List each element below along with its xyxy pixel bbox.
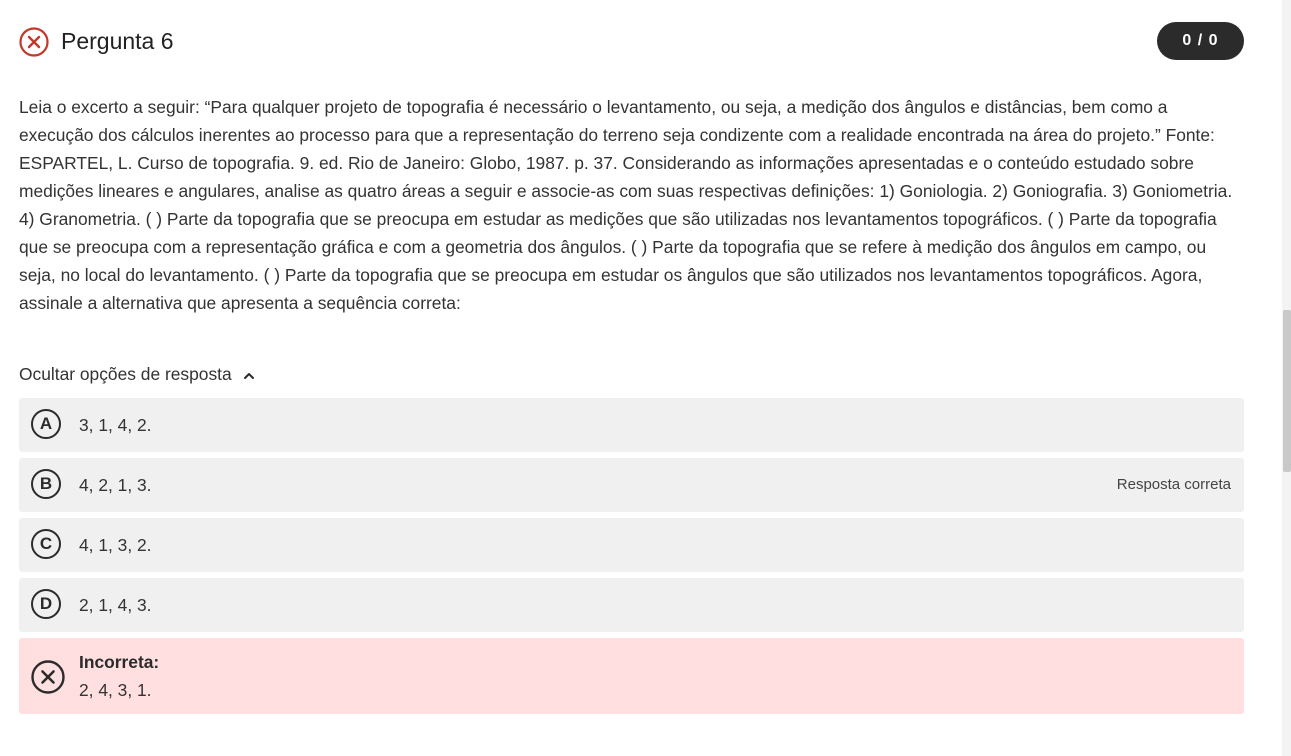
option-letter: A: [31, 409, 61, 439]
option-text: 4, 2, 1, 3.: [79, 475, 152, 495]
option-letter: B: [31, 469, 61, 499]
option-letter: D: [31, 589, 61, 619]
chevron-up-icon: [243, 362, 255, 388]
question-text: Leia o excerto a seguir: “Para qualquer projeto de topografia é necessário o levantamento, ou seja, a medição dos ângulos e distâncias, bem como a execução dos cálculos inerentes ao processo para que a representação do terreno seja condizente com a realidade encontrada na área do projeto.” Fonte: ESPARTEL, L. Curso de topografia. 9. ed. Rio de Janeiro: Globo, 1987. p. 37. Considerando as informações apresentadas e o conteúdo estudado sobre medições lineares e angulares, analise as quatro áreas a seguir e associe-as com suas respectivas definições: 1) Goniologia. 2) Goniografia. 3) Goniometria. 4) Granometria. ( ) Parte da topografia que se preocupa em estudar as medições que são utilizadas nos levantamentos topográficos. ( ) Parte da topografia que se preocupa com a representação gráfica e com a geometria dos ângulos. ( ) Parte da topografia que se refere à medição dos ângulos em campo, ou seja, no local do levantamento. ( ) Parte da topografia que se preocupa em estudar os ângulos que são utilizados nos levantamentos topográficos. Agora, assinale a alternativa que apresenta a sequência correta:: [19, 97, 1233, 313]
option-text: 3, 1, 4, 2.: [79, 415, 152, 435]
question-header: [19, 22, 1244, 60]
question-title: Pergunta 6: [61, 28, 174, 54]
incorrect-label: Incorreta:: [79, 652, 160, 672]
option-text: 4, 1, 3, 2.: [79, 535, 152, 555]
x-circle-icon: [31, 660, 65, 694]
answer-options: [19, 398, 1244, 714]
option-c[interactable]: [19, 518, 1244, 572]
scrollbar-thumb[interactable]: [1283, 310, 1291, 472]
hide-options-toggle[interactable]: [19, 361, 255, 387]
score-badge: 0 / 0: [1157, 22, 1244, 60]
option-d[interactable]: [19, 578, 1244, 632]
option-letter: C: [31, 529, 61, 559]
option-a[interactable]: [19, 398, 1244, 452]
x-circle-icon: [19, 27, 49, 57]
option-text: 2, 1, 4, 3.: [79, 595, 152, 615]
selected-incorrect-answer: [19, 638, 1244, 714]
option-b[interactable]: [19, 458, 1244, 512]
correct-answer-tag: Resposta correta: [1116, 476, 1231, 493]
toggle-label: Ocultar opções de resposta: [19, 364, 232, 384]
selected-answer-text: 2, 4, 3, 1.: [79, 680, 152, 700]
